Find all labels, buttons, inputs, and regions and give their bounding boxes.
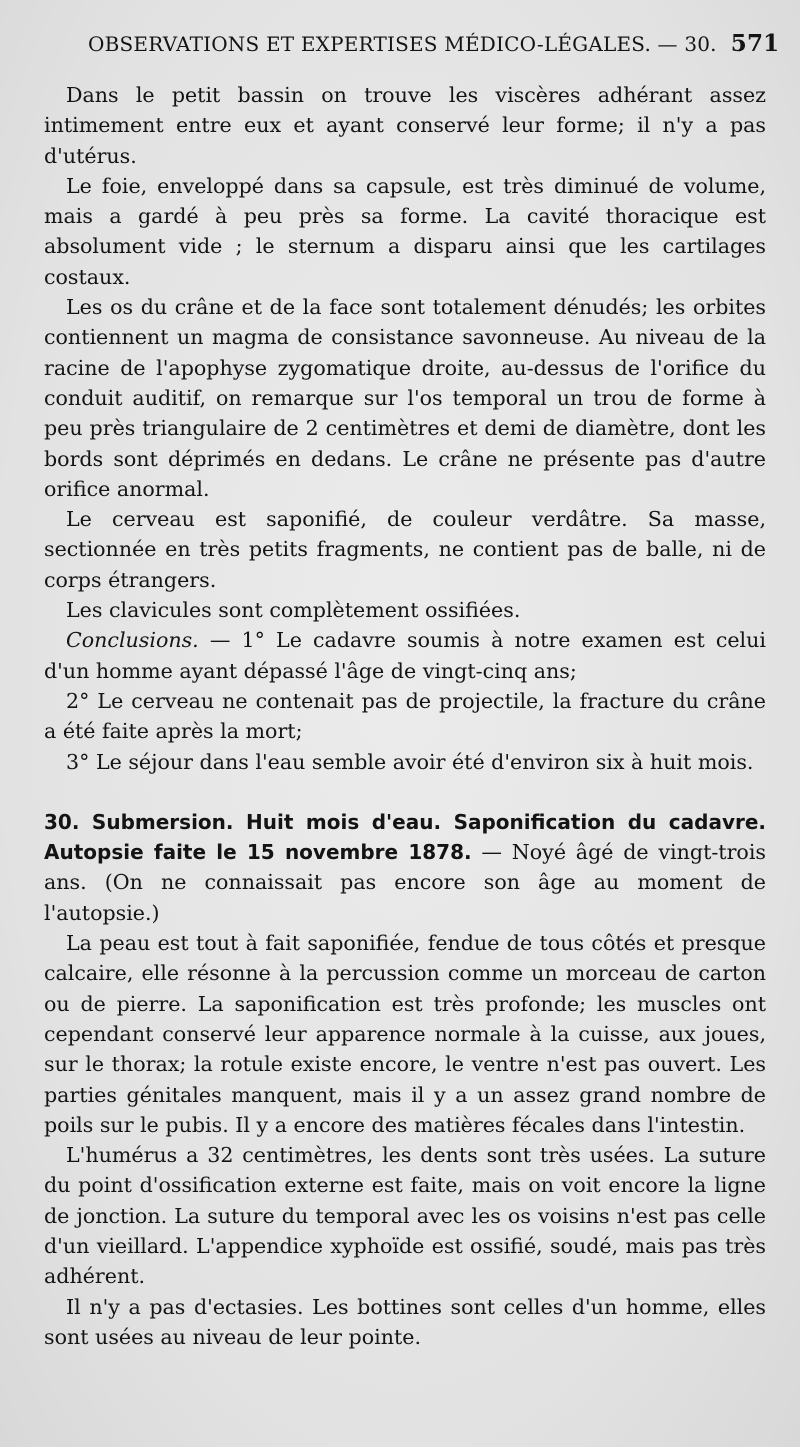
running-title: OBSERVATIONS ET EXPERTISES MÉDICO-LÉGALES. — 30. — [88, 32, 717, 56]
paragraph-humerus: L'humérus a 32 centimètres, les dents sont très usées. La suture du point d'ossification externe est faite, mais on voit encore la ligne de jonction. La suture du temporal avec les os voisins n'est pas celle d'un vieillard. L'appendice xyphoïde est ossifié, soudé, mais pas très adhérent. — [44, 1143, 766, 1289]
page-header — [88, 30, 780, 70]
case-heading — [44, 807, 766, 928]
paragraph-liver: Le foie, enveloppé dans sa capsule, est très diminué de volume, mais a gardé à peu près sa forme. La cavité thoracique est absolument vide ; le sternum a disparu ainsi que les cartilages costaux. — [44, 173, 766, 289]
paragraph-conclusion-3: 3° Le séjour dans l'eau semble avoir été d'environ six à huit mois. — [66, 749, 754, 774]
page-number: 571 — [730, 30, 780, 57]
case-intro: — Noyé âgé de vingt-trois ans. (On ne connaissait pas encore son âge au moment de l'autopsie.) — [44, 840, 766, 925]
conclusions-label: Conclusions. — [66, 628, 199, 653]
paragraph-ectasies: Il n'y a pas d'ectasies. Les bottines sont celles d'un homme, elles sont usées au niveau de leur pointe. — [44, 1294, 766, 1349]
case-title: 30. Submersion. Huit mois d'eau. Saponification du cadavre. Autopsie faite le 15 novembre 1878. — [44, 809, 766, 865]
paragraph-clavicles: Les clavicules sont complètement ossifiées. — [66, 598, 521, 623]
paragraph-pelvis: Dans le petit bassin on trouve les viscères adhérant assez intimement entre eux et ayant conservé leur forme; il n'y a pas d'utérus. — [44, 83, 766, 168]
conclusions-first: — 1° Le cadavre soumis à notre examen est celui d'un homme ayant dépassé l'âge de vingt-cinq ans; — [44, 628, 766, 683]
paragraph-conclusion-2: 2° Le cerveau ne contenait pas de projectile, la fracture du crâne a été faite après la mort; — [44, 688, 766, 744]
paragraph-skin: La peau est tout à fait saponifiée, fendue de tous côtés et presque calcaire, elle résonne à la percussion comme un morceau de carton ou de pierre. La saponification est très profonde; les muscles ont cependant conservé leur apparence normale à la cuisse, aux joues, sur le thorax; la rotule existe encore, le ventre n'est pas ouvert. Les parties génitales manquent, mais il y a un assez grand nombre de poils sur le pubis. Il y a encore des matières fécales dans l'intestin. — [44, 931, 766, 1137]
paragraph-conclusions — [44, 625, 766, 686]
paragraph-skull: Les os du crâne et de la face sont totalement dénudés; les orbites contiennent un magma de consistance savonneuse. Au niveau de la racine de l'apophyse zygomatique droite, au-dessus de l'orifice du conduit auditif, on remarque sur l'os temporal un trou de forme à peu près triangulaire de 2 centimètres et demi de diamètre, dont les bords sont déprimés en dedans. Le crâne ne présente pas d'autre orifice anormal. — [44, 295, 766, 501]
body-text — [44, 80, 766, 1352]
paragraph-brain: Le cerveau est saponifié, de couleur verdâtre. Sa masse, sectionnée en très petits fragments, ne contient pas de balle, ni de corps étrangers. — [44, 507, 766, 592]
